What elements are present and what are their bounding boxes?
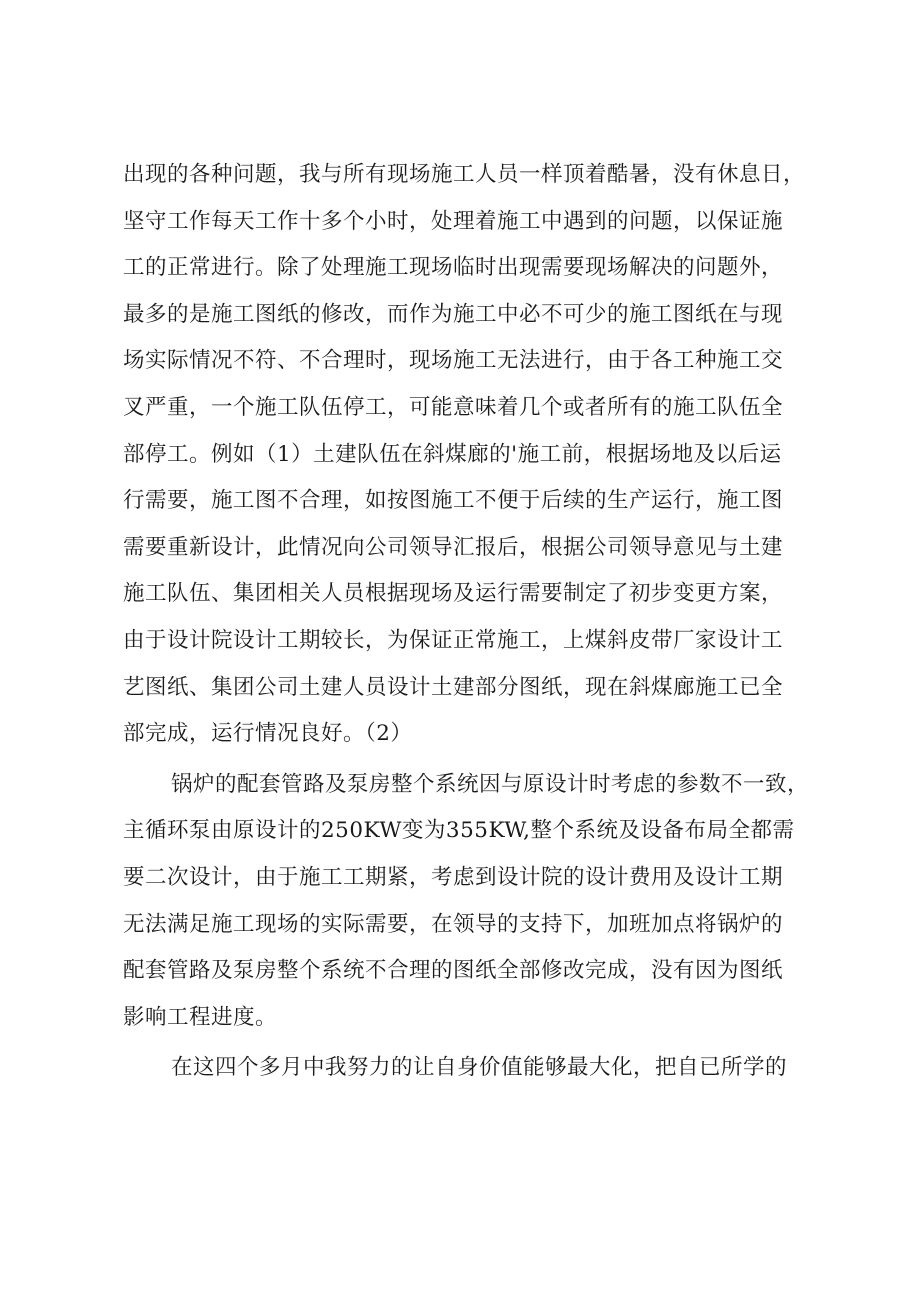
text-line: 影响工程进度。	[123, 1004, 278, 1030]
document-body	[123, 152, 833, 1092]
text-line: 要二次设计，由于施工工期紧，考虑到设计院的设计费用及设计工期	[123, 864, 784, 890]
text-line: 施工队伍、集团相关人员根据现场及运行需要制定了初步变更方案，	[123, 581, 784, 607]
text-line: 部停工。例如（1）土建队伍在斜煤廊的'施工前，根据场地及以后运	[123, 441, 782, 467]
text-line: 坚守工作每天工作十多个小时，处理着施工中遇到的问题，以保证施	[123, 208, 784, 234]
text-line: 配套管路及泵房整个系统不合理的图纸全部修改完成，没有因为图纸	[123, 958, 784, 984]
text-line: 部完成，运行情况良好。（2）	[123, 721, 413, 747]
text-line: 主循环泵由原设计的250KW变为355KW,整个系统及设备布局全都需	[123, 818, 795, 844]
text-line: 场实际情况不符、不合理时，现场施工无法进行，由于各工种施工交	[123, 348, 784, 374]
text-line: 在这四个多月中我努力的让自身价值能够最大化，把自已所学的	[171, 1055, 788, 1081]
text-line: 锅炉的配套管路及泵房整个系统因与原设计时考虑的参数不一致，	[171, 771, 810, 797]
text-line: 由于设计院设计工期较长，为保证正常施工，上煤斜皮带厂家设计工	[123, 627, 784, 653]
text-line: 最多的是施工图纸的修改，而作为施工中必不可少的施工图纸在与现	[123, 301, 784, 327]
text-line: 行需要，施工图不合理，如按图施工不便于后续的生产运行，施工图	[123, 488, 784, 514]
paragraph-3	[123, 1045, 833, 1092]
text-line: 出现的各种问题，我与所有现场施工人员一样顶着酷暑，没有休息日，	[123, 162, 806, 187]
text-line: 叉严重，一个施工队伍停工，可能意味着几个或者所有的施工队伍全	[123, 394, 784, 420]
paragraph-2	[123, 762, 833, 1042]
text-line: 艺图纸、集团公司土建人员设计土建部分图纸，现在斜煤廊施工已全	[123, 674, 784, 700]
paragraph-1	[123, 152, 833, 758]
text-line: 需要重新设计，此情况向公司领导汇报后，根据公司领导意见与土建	[123, 534, 784, 560]
text-line: 无法满足施工现场的实际需要，在领导的支持下，加班加点将锅炉的	[123, 911, 784, 937]
text-line: 工的正常进行。除了处理施工现场临时出现需要现场解决的问题外，	[123, 255, 784, 281]
